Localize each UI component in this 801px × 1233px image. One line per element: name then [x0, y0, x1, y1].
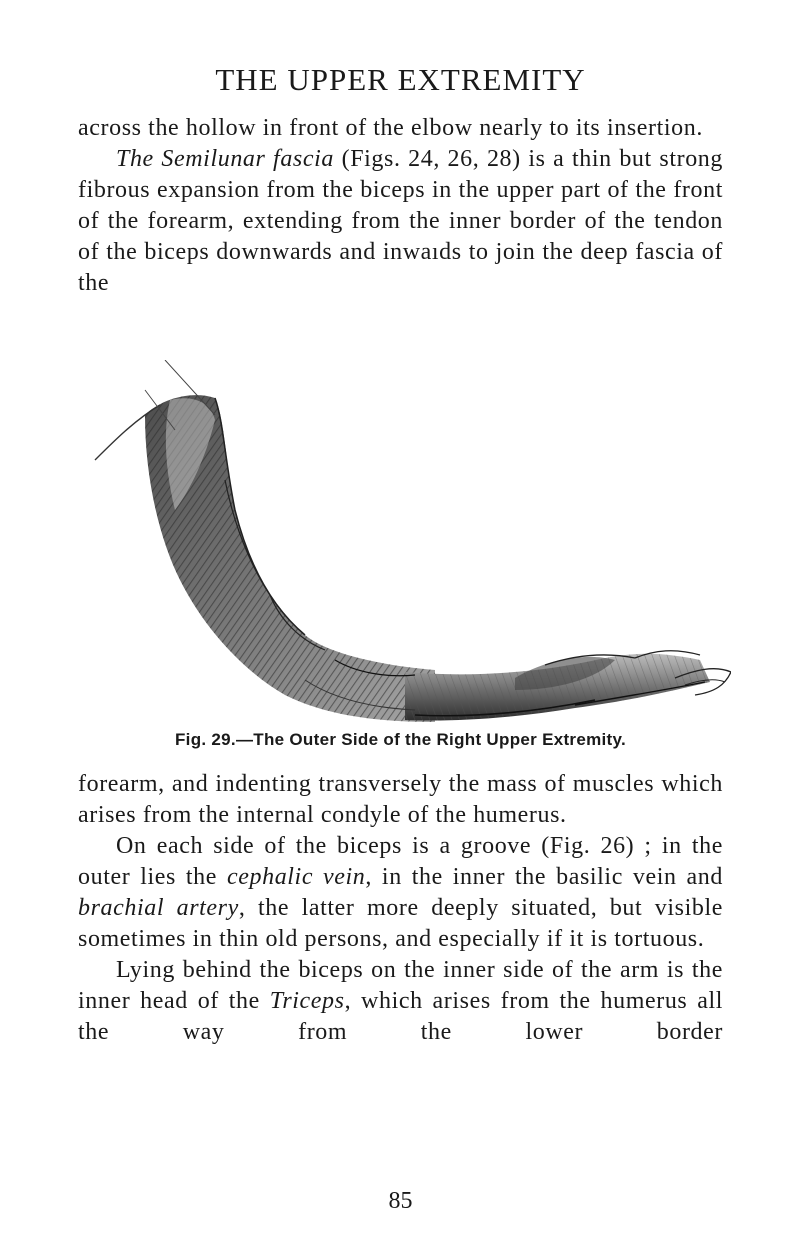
paragraph-text: (Figs. 24, 26, 28) is a thin but strong fibrous expansion from the biceps in the upper part of the front of the forearm, extending from the inner border of the tendon of the biceps downwards and inwaıds to join the deep fascia of the	[78, 146, 723, 296]
paragraph	[78, 831, 723, 955]
paragraph-text: , in the inner the basilic vein and	[365, 864, 723, 890]
paragraph-text: On each side of the biceps is a groove (Fig. 26) ; in the outer lies the	[78, 833, 723, 890]
text-block-bottom	[78, 769, 723, 1048]
paragraph-text: , which arises from the humerus all the way from the lower border	[78, 988, 723, 1045]
paragraph-text: , the latter more deeply situated, but visible sometimes in thin old persons, and especially if it is tortuous.	[78, 895, 723, 952]
text-block-top	[78, 113, 723, 299]
paragraph	[78, 955, 723, 1048]
running-head: THE UPPER EXTREMITY	[215, 62, 586, 97]
italic-term: cephalic vein	[226, 864, 366, 890]
italic-term: The Semilunar fascia	[116, 146, 334, 172]
paragraph	[78, 769, 723, 831]
figure-arm-illustration	[75, 360, 731, 730]
italic-term: Triceps	[269, 988, 345, 1014]
figure-caption: Fig. 29.—The Outer Side of the Right Upper Extremity.	[174, 730, 627, 749]
paragraph-text: Lying behind the biceps on the inner side of the arm is the inner head of the	[78, 957, 723, 1014]
paragraph-text: forearm, and indenting transversely the mass of muscles which arises from the internal condyle of the humerus.	[78, 771, 723, 828]
italic-term: brachial artery	[78, 895, 239, 921]
paragraph	[78, 144, 723, 299]
page-number: 85	[388, 1188, 413, 1214]
arm-drawing-icon	[75, 360, 731, 730]
paragraph	[78, 113, 723, 144]
paragraph-text: across the hollow in front of the elbow nearly to its insertion.	[78, 115, 703, 141]
